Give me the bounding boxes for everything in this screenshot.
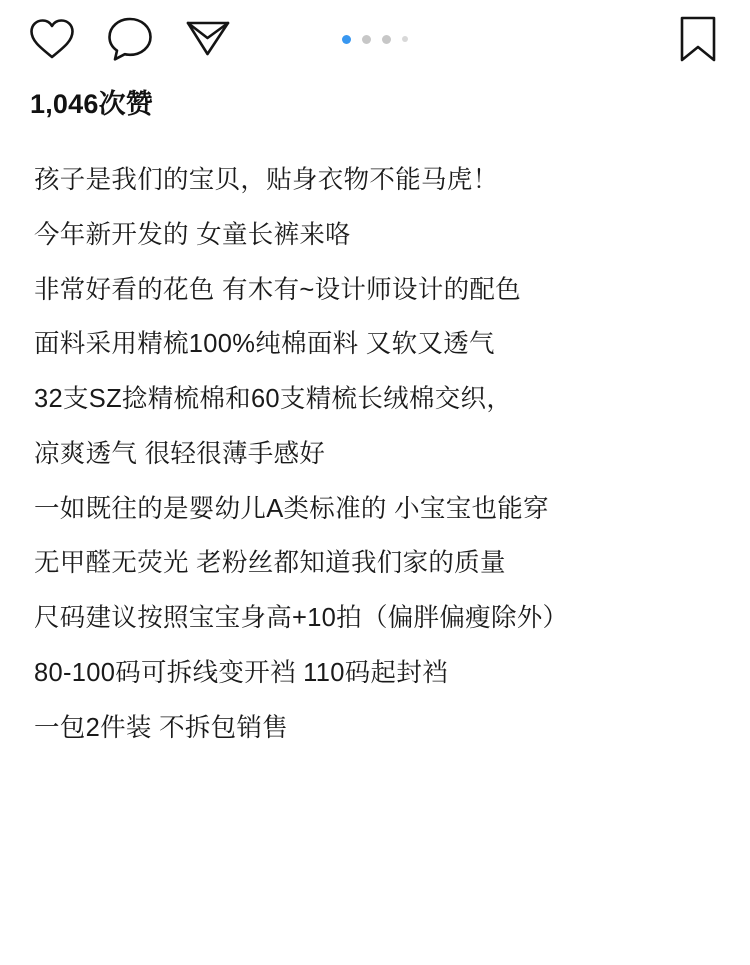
- post-actions-left: [26, 13, 234, 65]
- carousel-dot-4[interactable]: [402, 36, 408, 42]
- post-caption: [0, 121, 750, 741]
- caption-line: 面料采用精梳100%纯棉面料 又软又透气: [34, 330, 495, 359]
- caption-line: 孩子是我们的宝贝，贴身衣物不能马虎！: [34, 166, 499, 194]
- bookmark-icon[interactable]: [672, 13, 724, 65]
- post-actions-right: [672, 13, 724, 65]
- carousel-dot-1[interactable]: [342, 35, 351, 44]
- caption-line: 80-100码可拆线变开裆 110码起封裆: [34, 658, 448, 687]
- caption-line: 32支SZ捻精梳棉和60支精梳长绒棉交织，: [34, 385, 513, 414]
- post-action-bar: [0, 0, 750, 78]
- caption-line: 一如既往的是婴幼儿A类标准的 小宝宝也能穿: [34, 494, 549, 523]
- caption-line: 一包2件装 不拆包销售: [34, 713, 289, 742]
- comment-icon[interactable]: [104, 13, 156, 65]
- caption-line: 无甲醛无荧光 老粉丝都知道我们家的质量: [34, 549, 506, 578]
- caption-line: 尺码建议按照宝宝身高+10拍（偏胖偏瘦除外）: [34, 604, 569, 633]
- share-icon[interactable]: [182, 13, 234, 65]
- carousel-dot-3[interactable]: [382, 35, 391, 44]
- like-count: 1,046次赞: [30, 89, 153, 119]
- caption-line: 非常好看的花色 有木有~设计师设计的配色: [34, 275, 521, 304]
- like-icon[interactable]: [26, 13, 78, 65]
- caption-line: 今年新开发的 女童长裤来咯: [34, 220, 351, 249]
- carousel-dot-2[interactable]: [362, 35, 371, 44]
- caption-line: 凉爽透气 很轻很薄手感好: [34, 439, 326, 468]
